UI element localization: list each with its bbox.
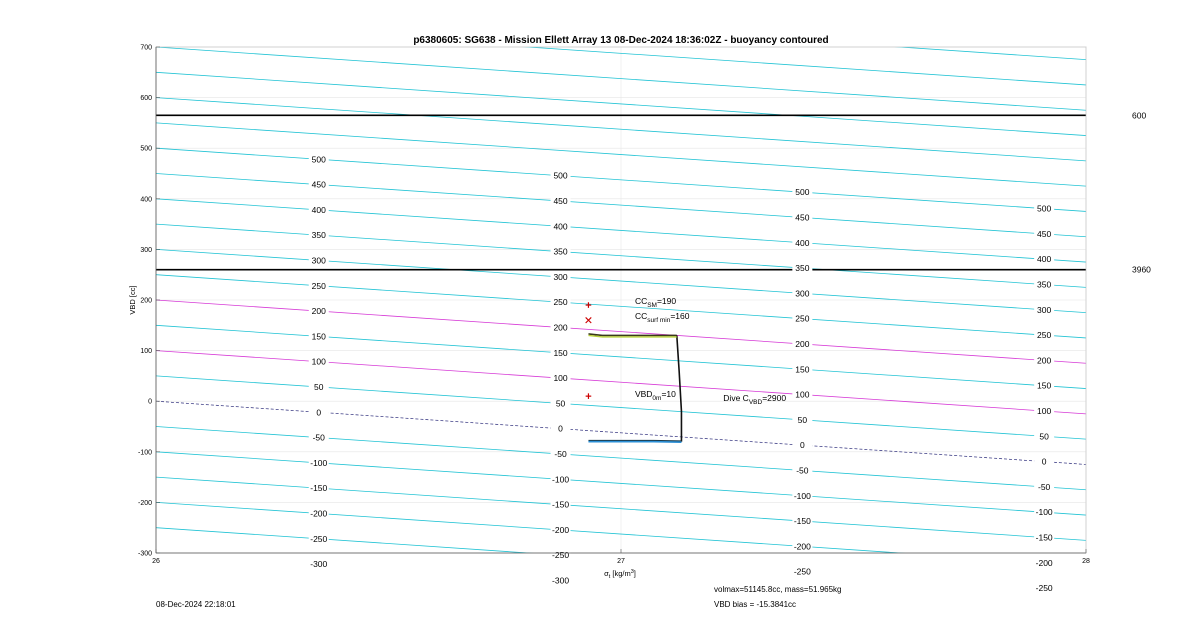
y-tick-label: -300: [137, 550, 152, 558]
annotation-main: VBD: [634, 389, 653, 400]
y-tick-label: 100: [140, 348, 152, 356]
contour-label: 300: [553, 271, 568, 282]
annotation-sub: VBD: [748, 399, 763, 407]
contour-label: 150: [1037, 380, 1052, 391]
contour-label: 50: [1039, 431, 1049, 442]
y-tick-label: 200: [140, 297, 152, 305]
contour-label: 250: [311, 280, 326, 291]
contour-label: -250: [310, 533, 328, 544]
contour-label: 500: [1037, 203, 1052, 214]
annotation-main: CC: [634, 296, 648, 307]
chart-title: p6380605: SG638 - Mission Ellett Array 13 08-Dec-2024 18:36:02Z - buoyancy contoured: [413, 35, 829, 46]
contour-label: 50: [555, 398, 566, 409]
annotation-sub: 0m: [652, 395, 662, 403]
limit-line-label: 600: [1132, 110, 1147, 121]
contour-label: 200: [795, 338, 810, 349]
annotation-main: Dive C: [723, 393, 749, 404]
contour-label: 50: [314, 381, 324, 392]
contour-label: -50: [554, 449, 567, 460]
y-tick-label: -100: [137, 449, 152, 457]
annotation-main: CC: [634, 311, 648, 322]
contour-label: -250: [552, 550, 570, 561]
contour-label: 150: [795, 364, 810, 375]
contour-label: 200: [311, 306, 326, 317]
contour-label: 450: [311, 179, 326, 190]
contour-label: 350: [795, 263, 810, 274]
annotation-tail: =160: [670, 311, 690, 322]
contour-label: 0: [558, 423, 563, 434]
contour-label: 300: [311, 255, 326, 266]
contour-label: -100: [552, 474, 570, 485]
contour-label: -150: [793, 516, 811, 527]
contour-label: 400: [553, 221, 568, 232]
annotation-tail: =10: [661, 389, 676, 400]
contour-label: -100: [1035, 507, 1053, 518]
contour-label: 500: [795, 187, 810, 198]
annotation-sub: SM: [647, 302, 657, 310]
y-axis-label: VBD [cc]: [128, 285, 137, 315]
contour-label: 0: [316, 407, 322, 418]
contour-label: -250: [793, 566, 811, 577]
contour-label: 0: [1041, 456, 1047, 467]
contour-label: -200: [552, 524, 570, 535]
contour-label: -150: [1035, 532, 1053, 543]
contour-label: -200: [1035, 557, 1053, 568]
annotation-tail: =190: [656, 296, 677, 307]
contour-line: [156, 604, 1086, 622]
x-tick-label: 27: [617, 558, 625, 565]
contour-label: 250: [1037, 330, 1052, 341]
contour-label: 400: [311, 204, 326, 215]
trajectory-bottom-color: [588, 442, 681, 443]
contour-label: 100: [1037, 406, 1052, 417]
contour-label: -50: [796, 465, 809, 476]
annotation-tail: =2900: [762, 393, 787, 404]
y-tick-label: 0: [148, 398, 152, 406]
contour-label: 500: [553, 170, 568, 181]
x-tick-label: 28: [1082, 558, 1090, 565]
contour-label: 300: [795, 288, 810, 299]
contour-label: 450: [1037, 228, 1052, 239]
x-axis-label: $\sigma_t$ $[kg/m^3]$: [604, 569, 636, 580]
contour-label: 400: [1037, 254, 1052, 265]
x-tick-label: 26: [152, 558, 160, 565]
contour-label: -150: [310, 483, 328, 494]
contour-label: 450: [553, 196, 568, 207]
y-tick-label: -200: [137, 499, 152, 507]
contour-label: -150: [552, 499, 570, 510]
contour-label: 0: [799, 440, 805, 451]
contour-label: 500: [311, 154, 326, 165]
contour-label: 350: [1037, 279, 1052, 290]
contour-label: 450: [795, 212, 810, 223]
contour-label: 400: [795, 237, 810, 248]
contour-label: 150: [553, 347, 568, 358]
contour-label: -250: [1035, 583, 1053, 594]
y-tick-label: 300: [140, 246, 152, 254]
contour-label: 350: [553, 246, 568, 257]
contour-label: -300: [310, 559, 328, 570]
contour-label: -50: [1038, 481, 1051, 492]
footer-timestamp: 08-Dec-2024 22:18:01: [156, 600, 236, 609]
y-tick-label: 700: [140, 44, 152, 52]
contour-label: -100: [793, 490, 811, 501]
contour-label: 100: [311, 356, 326, 367]
contour-label: 100: [795, 389, 810, 400]
contour-label: 200: [553, 322, 568, 333]
contour-label: 150: [311, 331, 326, 342]
annotation-sub: surf min: [647, 317, 671, 325]
contour-label: -300: [552, 575, 570, 586]
contour-label: -100: [310, 457, 328, 468]
contour-label: 300: [1037, 304, 1052, 315]
contour-line: [156, 575, 1086, 622]
y-tick-label: 500: [140, 145, 152, 153]
footer-vbd-bias: VBD bias = -15.3841cc: [714, 600, 797, 609]
contour-label: -200: [793, 541, 811, 552]
limit-line-label: 3960: [1132, 264, 1151, 275]
contour-label: 250: [553, 297, 568, 308]
contour-label: 350: [311, 230, 326, 241]
contour-label: 200: [1037, 355, 1052, 366]
contour-label: 100: [553, 373, 568, 384]
contour-label: -200: [310, 508, 328, 519]
footer-volmax: volmax=51145.8cc, mass=51.965kg: [714, 585, 842, 594]
y-tick-label: 600: [140, 95, 152, 103]
contour-label: 250: [795, 313, 810, 324]
contour-label: 50: [797, 414, 808, 425]
contour-label: -50: [312, 432, 325, 443]
y-tick-label: 400: [140, 196, 152, 204]
